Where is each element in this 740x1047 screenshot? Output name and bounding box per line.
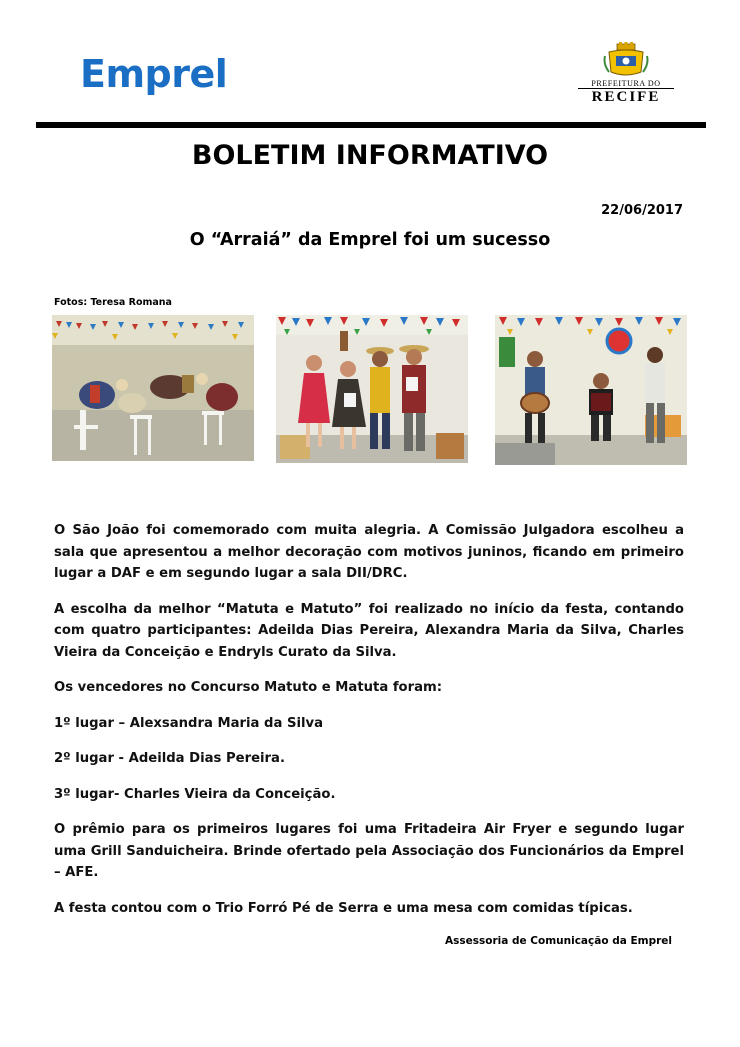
city-logo-prefix: PREFEITURA DO: [591, 79, 661, 88]
prefeitura-recife-logo: [578, 42, 674, 106]
header-divider: [36, 122, 706, 128]
band-photo: [495, 315, 687, 465]
winner-third-place: 3º lugar- Charles Vieira da Conceição.: [54, 786, 336, 802]
signature: Assessoria de Comunicação da Emprel: [445, 935, 672, 947]
party-hall-photo: [52, 315, 254, 461]
winner-first-place: 1º lugar – Alexsandra Maria da Silva: [54, 715, 323, 731]
headline: O “Arraiá” da Emprel foi um sucesso: [189, 230, 551, 250]
winner-second-place: 2º lugar - Adeilda Dias Pereira.: [54, 751, 285, 766]
coat-of-arms-icon: [603, 42, 649, 78]
article-body: [54, 520, 684, 933]
city-logo-name: RECIFE: [578, 88, 674, 106]
paragraph-contest: A escolha da melhor “Matuta e Matuto” foi realizado no início da festa, contando com quatro participantes: Adeilda Dias Pereira, Alexandra Maria da Silva, Charles Vieira da Conceição e Endryls Curato da Silva.: [54, 601, 684, 660]
paragraph-winners-heading: Os vencedores no Concurso Matuto e Matuta foram:: [54, 680, 443, 695]
bulletin-date: 22/06/2017: [601, 203, 683, 218]
paragraph-prizes: O prêmio para os primeiros lugares foi uma Fritadeira Air Fryer e segundo lugar uma Grill Sanduicheira. Brinde ofertado pela Associação dos Funcionários da Emprel – AFE.: [54, 822, 684, 880]
photo-credit: Fotos: Teresa Romana: [54, 297, 172, 308]
emprel-logo: Emprel: [80, 52, 228, 96]
paragraph-intro: O São João foi comemorado com muita alegria. A Comissão Julgadora escolheu a sala que apresentou a melhor decoração com motivos juninos, ficando em primeiro lugar a DAF e em segundo lugar a sala DII/DRC.: [54, 523, 684, 581]
page-title: BOLETIM INFORMATIVO: [191, 140, 549, 171]
paragraph-music: A festa contou com o Trio Forró Pé de Serra e uma mesa com comidas típicas.: [54, 900, 633, 916]
participants-photo: [276, 315, 468, 463]
